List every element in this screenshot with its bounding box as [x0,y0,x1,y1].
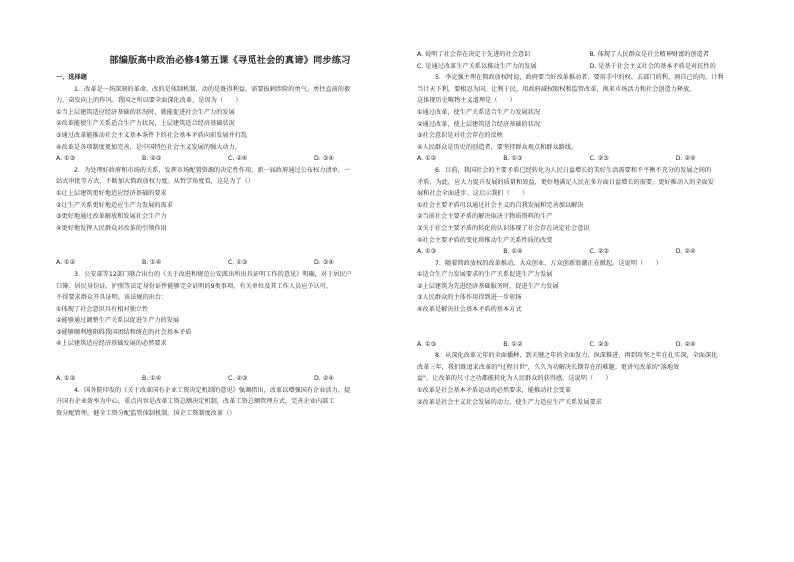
q5-item: ②通过改革，使上层建筑适合经济基础的状况 [417,120,541,128]
question-6-stem-1: 6．目前，我国社会的主要矛盾已经转化为人民日益增长的美好生活需要和不平衡不充分的发展之间的 [435,166,712,174]
q5-item: ①通过改革，使生产关系适合生产力发展状况 [417,108,541,116]
q8-item: ①改革是社会基本矛盾运动的必然要求，能推动社会变革 [417,387,572,395]
q3-item: ①体现了社会意识具有相对独立性 [56,305,149,313]
q2-item: ①让上层建筑更好地适应经济基础的要求 [56,189,167,197]
question-2-stem-1: 2．为处理好政府和市场的关系，发挥市场配置资源的决定性作用，新一届政府通过公布权力清单、一 [74,166,351,174]
option-c[interactable]: C. ②③ [589,248,609,256]
option-b[interactable]: B. ①③ [503,155,523,163]
option-b[interactable]: B. ②③ [142,155,162,163]
q3-item: ④上层建筑适应经济基础发展的必然要求 [56,340,167,348]
question-3-stem-2: 口簿、居民身份证、护照等法定身份证件能够完全证明的9类事项，有关单位及其工作人员应予认可， [56,282,333,290]
q8-item: ②改革是社会主义社会发展的动力，使生产力适应生产关系发展要求 [417,398,602,406]
question-1-stem-2: 力、奋发向上的作风。我国之所以要全面深化改革，是因为（ ） [56,97,242,105]
q1-options [56,153,400,165]
q6-item: ③关于社会主要矛盾的转化的认识体现了社会存在决定社会意识 [417,224,590,232]
option-c[interactable]: C. ②③ [589,155,609,163]
q4-options-row-2 [417,61,762,73]
q5-item: ③社会意识是对社会存在的反映 [417,132,503,140]
q6-item: ④社会主要矛盾的变化将推动生产关系性质的改变 [417,236,553,244]
question-8-stem-3: 益"，让改革的尺寸之功都能转化为人民群众的获得感。这说明（ ） [417,375,612,383]
q2-item: ②让生产关系更好地适应生产力发展的需求 [56,201,173,209]
question-2-stem-2: 站式审批等方式，不断加大简政放权力度。从哲学角度看，这是为了（） [56,178,254,186]
q4-options-row-1 [417,49,762,61]
question-3-stem-1: 3．公安部等12部门联合出台的《关于改进和规范公安派出所出具证明工作的意见》明确，对于居民户 [74,270,352,278]
q7-item: ③人民群众的主体作用得到进一步彰扬 [417,294,522,302]
q2-item: ④更好地发挥人民群众对改革的引领作用 [56,224,167,232]
question-7-stem-1: 7．随着简政放权的改革推动，大众创业、万众创新浪潮正在掀起。这说明（ ） [435,259,662,267]
option-a[interactable]: A. 说明了社会存在决定于先进的社会意识 [417,51,531,58]
option-b[interactable]: B. ①④ [142,375,162,383]
right-column [417,49,762,408]
q1-item: ③通过改革能推动社会主义基本条件下的社会基本矛盾向前发展并打乱 [56,131,248,139]
question-4-stem-1: 4．国务院印发的《关于改革国有企业工资决定机制的意见》强调指出，改革以增强国有企业活力、提 [74,386,351,394]
document-title: 部编版高中政治必修4第五课《寻觅社会的真谛》同步练习 [109,55,351,66]
option-b[interactable]: B. ①② [503,340,523,348]
q7-item: ④改革是解决社会基本矛盾的基本方式 [417,306,522,314]
option-a[interactable]: A. ①③ [417,248,437,256]
option-c[interactable]: C. ②③ [228,375,248,383]
option-b[interactable]: B. ①④ [503,248,523,256]
option-a[interactable]: A. ①② [417,155,437,163]
option-c[interactable]: C. ①③ [228,259,248,267]
option-d[interactable]: D. ②④ [675,248,696,256]
q1-item: ①当上层建筑适应经济基础的状况时，就能促进社会生产力的发展 [56,108,235,116]
q3-item: ②能够通过调整生产关系以促进生产力的发展 [56,317,180,325]
option-d[interactable]: D. 是基于社会主义社会的基本矛盾是对抗性的 [589,62,716,70]
q1-item: ②改革能使生产关系适合生产力状况，上层建筑适合经济基础状况 [56,120,235,128]
question-1-stem-1: 1．改革是一场深刻的革命，改的是体制机制，动的是既得利益，需要拔刺涉险的勇气、勇往直前的毅 [74,85,351,93]
section-heading: 一、选择题 [56,74,87,81]
option-a[interactable]: A. ①② [56,259,76,267]
q5-item: ④人民群众是历史的创造者，要坚持群众观点和群众路线。 [417,143,578,151]
q6-item: ②当前社会主要矛盾的解决取决于物质资料的生产 [417,213,553,221]
q7-options [417,339,762,351]
option-a[interactable]: A. ①③ [56,155,76,163]
option-d[interactable]: D. ③④ [314,259,334,267]
q1-item: ④改革是各项制度更加完善，是中国特色社会主义发展的强大动力。 [56,143,241,151]
question-4-stem-2: 升国有企业效率为中心，重点内容是改革工资总额决定机制，改革工资总额管理方式，完善企业内部工 [56,398,335,406]
question-8-stem-2: 改革三年，我们既追求改革的"过程目世"，久久为功解决长期存在的难题；更讲究改革的"落地效 [417,363,680,371]
option-d[interactable]: D. ②④ [675,155,696,163]
question-5-stem-2: 当计天下利，要相忍为国、让利于民，用政府减权限权和监管改革，换来市场活力和社会创造力释放。 [417,85,696,93]
question-5-stem-1: 5．李克强主理在简政放权时说，政府要当好改革推动者，要用手中的权、去部门的利、割自己的肉，计利 [435,74,724,82]
q3-item: ③能够顺利地阻碍我国团结和统在的社会基本矛盾 [56,328,192,336]
left-column [56,46,400,419]
option-a[interactable]: A. ①③ [56,375,76,383]
question-6-stem-3: 展和社会全面进步。这启示我们（ ） [417,190,529,198]
question-6-stem-2: 矛盾，为此，应大力提升发展的质量和效益，更好地满足人民在多方面日益增长的需要，更好推动人的全面发 [417,178,714,186]
option-b[interactable]: B. 体现了人民群众是社会精神财富的创造者 [589,51,710,58]
option-d[interactable]: D. ③④ [314,155,334,163]
q2-options [56,257,400,269]
question-3-stem-3: 不得要求群众开具证明。该法规的出台： [56,294,168,302]
q7-item: ①适合生产力发展要求的生产关系促进生产力发展 [417,271,553,279]
q3-options [56,373,400,385]
option-b[interactable]: B. ①④ [142,259,162,267]
question-8-stem-1: 8．从深化改革元年的全面播种，到关键之年的全面发力、纵深推进，再到攻坚之年在扎实深，全面深化 [435,352,718,360]
q7-item: ②上层建筑为先进经济基础服务时，促进生产力发展 [417,282,559,290]
q6-options [417,246,762,258]
question-5-stem-3: 这体现历史唯物主义道理是（ ） [417,97,516,105]
option-d[interactable]: D. ②④ [314,375,334,383]
option-c[interactable]: C. ②③ [589,340,609,348]
q5-options [417,153,762,165]
option-d[interactable]: D. ②④ [675,340,696,348]
question-4-stem-3: 资分配管理，健全工资分配监管体制机制。国企工资制度改革（） [56,409,236,417]
option-c[interactable]: C. ②④ [228,155,248,163]
q6-item: ①社会主要矛盾可以通过社会主义的自我发展和完善加以解决 [417,201,584,209]
option-a[interactable]: A. ①③ [417,340,437,348]
option-c[interactable]: C. 是通过改革生产关系以推动生产力的发展 [417,62,537,70]
q2-item: ③更好地通过改革解放和发展社会生产力 [56,213,167,221]
